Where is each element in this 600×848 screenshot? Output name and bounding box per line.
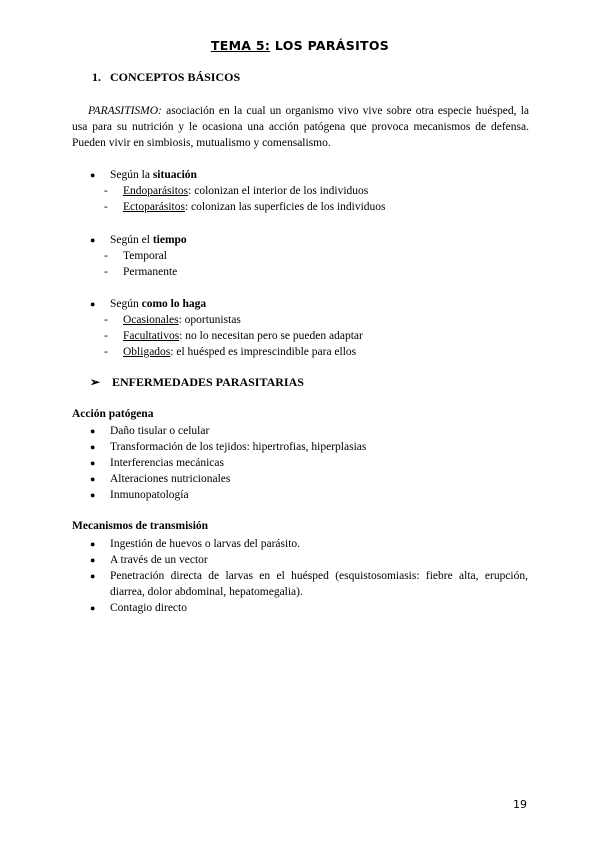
intro-text: asociación en la cual un organismo vivo vive sobre otra especie huésped, la usa para su nutrición y le ocasiona una acción patógena que provoca mecanismos de defensa. Pueden vivir en simbiosis, mutualismo y comensalismo. xyxy=(72,105,529,149)
section-title: CONCEPTOS BÁSICOS xyxy=(110,70,241,84)
title-rest: LOS PARÁSITOS xyxy=(270,38,390,53)
tiempo-prefix: Según el xyxy=(110,234,153,246)
bullet-icon: ● xyxy=(90,603,96,613)
mecanismos-heading: Mecanismos de transmisión xyxy=(72,520,209,532)
item-text: Inmunopatología xyxy=(110,489,189,501)
item-desc: : no lo necesitan pero se pueden adaptar xyxy=(179,330,363,342)
item-text: Transformación de los tejidos: hipertrofias, hiperplasias xyxy=(110,441,367,453)
list-item xyxy=(90,471,530,487)
item-term: Endoparásitos xyxy=(123,185,189,197)
dash-icon: - xyxy=(104,346,108,358)
bullet-icon: ● xyxy=(90,490,96,500)
intro-paragraph xyxy=(72,103,529,151)
item-term: Obligados xyxy=(123,346,171,358)
section-number: 1. xyxy=(92,70,101,84)
section-heading xyxy=(92,70,240,85)
bullet-icon: ● xyxy=(90,474,96,484)
item-text: Temporal xyxy=(123,250,167,262)
item-text: Alteraciones nutricionales xyxy=(110,473,231,485)
list-item xyxy=(90,455,530,471)
enfermedades-title: ENFERMEDADES PARASITARIAS xyxy=(112,375,304,389)
list-item xyxy=(90,552,530,568)
item-term: Ocasionales xyxy=(123,314,179,326)
page-number: 19 xyxy=(513,798,527,811)
accion-list xyxy=(90,423,530,503)
list-item xyxy=(90,600,530,616)
list-item xyxy=(90,568,530,600)
tiempo-bold: tiempo xyxy=(152,234,187,246)
dash-icon: - xyxy=(104,185,108,197)
situacion-bold: situación xyxy=(152,169,197,181)
bullet-icon: ● xyxy=(90,555,96,565)
item-term: Facultativos xyxy=(123,330,180,342)
item-text: Daño tisular o celular xyxy=(110,425,210,437)
bullet-icon: ● xyxy=(90,442,96,452)
item-text: A través de un vector xyxy=(110,554,208,566)
item-desc: : el huésped es imprescindible para ellos xyxy=(170,346,357,358)
arrow-icon: ➢ xyxy=(90,375,101,389)
bullet-icon: ● xyxy=(90,571,96,581)
bullet-icon: ● xyxy=(90,458,96,468)
list-item xyxy=(90,536,530,552)
item-desc: : oportunistas xyxy=(178,314,241,326)
item-text: Penetración directa de larvas en el huésped (esquistosomiasis: fiebre alta, erupción, diarrea, dolor abdominal, hepatomegalia). xyxy=(110,570,528,598)
bullet-icon: ● xyxy=(90,426,96,436)
item-desc: : colonizan las superficies de los individuos xyxy=(184,201,386,213)
bullet-icon: ● xyxy=(90,170,96,180)
accion-heading: Acción patógena xyxy=(72,408,154,420)
como-prefix: Según xyxy=(110,298,142,310)
item-text: Contagio directo xyxy=(110,602,187,614)
enfermedades-heading xyxy=(90,375,304,390)
item-desc: : colonizan el interior de los individuos xyxy=(188,185,369,197)
mecanismos-list xyxy=(90,536,530,616)
dash-icon: - xyxy=(104,314,108,326)
list-item xyxy=(90,487,530,503)
title-label: TEMA 5: xyxy=(210,38,271,53)
item-text: Interferencias mecánicas xyxy=(110,457,224,469)
intro-term: PARASITISMO: xyxy=(88,105,162,117)
bullet-icon: ● xyxy=(90,235,96,245)
dash-icon: - xyxy=(104,201,108,213)
dash-icon: - xyxy=(104,266,108,278)
como-bold: como lo haga xyxy=(141,298,207,310)
situacion-prefix: Según la xyxy=(110,169,153,181)
item-term: Ectoparásitos xyxy=(123,201,185,213)
bullet-icon: ● xyxy=(90,299,96,309)
list-item xyxy=(90,439,530,455)
bullet-icon: ● xyxy=(90,539,96,549)
page-title xyxy=(0,38,600,53)
list-item xyxy=(90,423,530,439)
dash-icon: - xyxy=(104,330,108,342)
dash-icon: - xyxy=(104,250,108,262)
item-text: Permanente xyxy=(123,266,178,278)
item-text: Ingestión de huevos o larvas del parásito. xyxy=(110,538,301,550)
